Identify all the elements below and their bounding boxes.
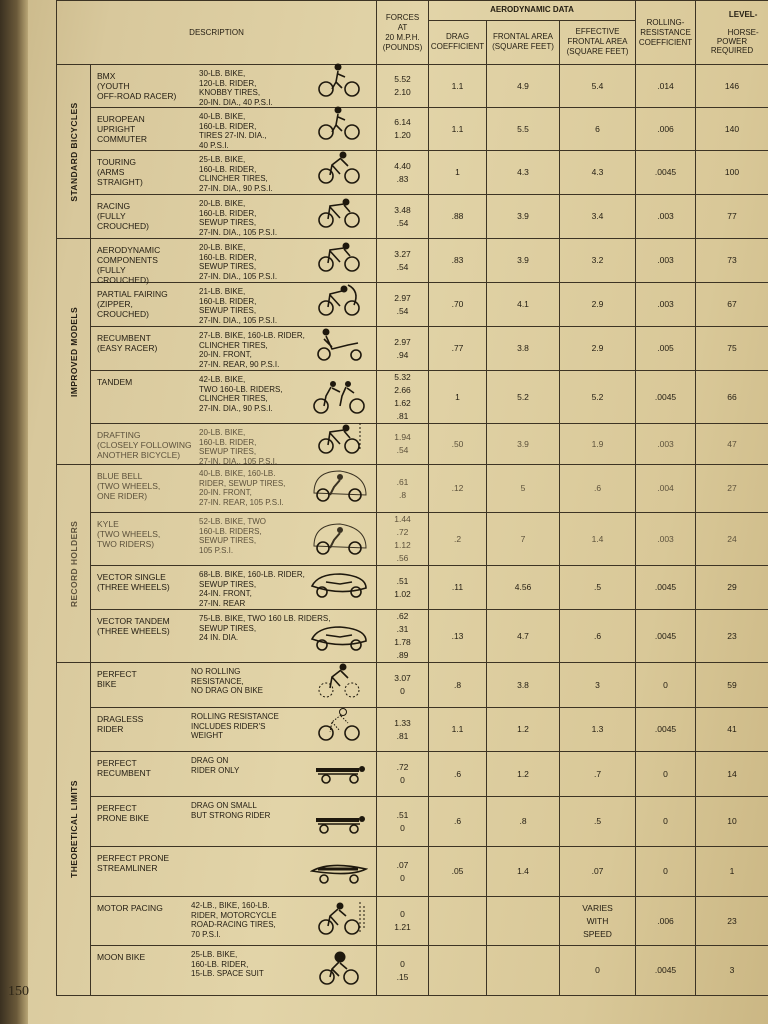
vehicle-specs: 21-LB. BIKE, 160-LB. RIDER, SEWUP TIRES, 27-IN. DIA., 105 P.S.I.: [199, 287, 278, 325]
row-group-text: STANDARD BICYCLES: [68, 101, 79, 202]
vehicle-name: KYLE (TWO WHEELS, TWO RIDERS): [97, 519, 161, 549]
table-row: [57, 708, 768, 752]
vehicle-name: DRAFTING (CLOSELY FOLLOWING ANOTHER BICYCLE): [97, 430, 192, 460]
frontal-area-value: 7: [487, 513, 560, 566]
aerodynamic-data-header: AERODYNAMIC DATA: [429, 1, 636, 21]
effective-frontal-area-value: 2.9: [560, 327, 636, 371]
vehicle-specs: 27-LB. BIKE, 160-LB. RIDER, CLINCHER TIRES, 20-IN. FRONT, 27-IN. REAR, 90 P.S.I.: [199, 331, 305, 369]
rolling-resistance-value: 0: [636, 797, 696, 847]
effective-frontal-area-value: .07: [560, 847, 636, 897]
frontal-area-value: 3.9: [487, 424, 560, 465]
description-header: DESCRIPTION: [57, 1, 377, 65]
effective-frontal-area-value: 6: [560, 108, 636, 151]
effective-frontal-area-value: 3: [560, 663, 636, 708]
horsepower-value: 100: [696, 151, 768, 195]
tandem-trike-icon: [310, 615, 368, 658]
frontal-area-value: 1.2: [487, 708, 560, 752]
frontal-area-value: 4.9: [487, 65, 560, 108]
lying-rider-icon: [310, 749, 368, 792]
table-row: [57, 108, 768, 151]
table-row: [57, 283, 768, 327]
tandem-streamliner-icon: [310, 518, 368, 561]
frontal-area-header: FRONTAL AREA (SQUARE FEET): [487, 20, 560, 64]
vehicle-specs: DRAG ON SMALL BUT STRONG RIDER: [191, 801, 271, 820]
frontal-area-value: 5.5: [487, 108, 560, 151]
rolling-resistance-value: .0045: [636, 708, 696, 752]
rolling-resistance-value: .006: [636, 897, 696, 946]
frontal-area-value: 1.4: [487, 847, 560, 897]
effective-frontal-area-value: .5: [560, 797, 636, 847]
effective-frontal-area-value: VARIES WITH SPEED: [560, 897, 636, 946]
vehicle-name: PARTIAL FAIRING (ZIPPER, CROUCHED): [97, 289, 168, 319]
vehicle-specs: NO ROLLING RESISTANCE, NO DRAG ON BIKE: [191, 667, 264, 695]
horsepower-value: 73: [696, 239, 768, 283]
frontal-area-value: 3.8: [487, 663, 560, 708]
level-label: LEVEL-: [728, 10, 758, 19]
rolling-resistance-value: .005: [636, 327, 696, 371]
forces-value: 3.27 .54: [377, 239, 429, 283]
forces-header: FORCES AT 20 M.P.H. (POUNDS): [377, 1, 429, 65]
row-group-label: [57, 465, 91, 663]
table-row: [57, 327, 768, 371]
description-cell: [91, 663, 377, 708]
rolling-resistance-value: .004: [636, 465, 696, 513]
description-cell: [91, 708, 377, 752]
horsepower-value: 23: [696, 897, 768, 946]
horsepower-value: 27: [696, 465, 768, 513]
upright-cyclist-icon: [310, 103, 368, 146]
drag-coefficient-value: .50: [429, 424, 487, 465]
description-cell: [91, 327, 377, 371]
drag-coefficient-value: 1.1: [429, 108, 487, 151]
rolling-resistance-value: .003: [636, 195, 696, 239]
table-row: [57, 65, 768, 108]
effective-frontal-area-value: 4.3: [560, 151, 636, 195]
upright-cyclist-icon: [310, 60, 368, 103]
drag-coefficient-value: .2: [429, 513, 487, 566]
forces-value: 5.32 2.66 1.62 .81: [377, 371, 429, 424]
table-row: [57, 610, 768, 663]
horsepower-label: HORSE- POWER REQUIRED: [710, 28, 759, 55]
vehicle-name: EUROPEAN UPRIGHT COMMUTER: [97, 114, 148, 144]
row-group-text: IMPROVED MODELS: [68, 306, 79, 397]
forces-value: .72 0: [377, 752, 429, 797]
horsepower-header: [696, 1, 768, 65]
description-cell: [91, 424, 377, 465]
vehicle-name: RACING (FULLY CROUCHED): [97, 201, 149, 231]
prone-streamliner-icon: [310, 849, 368, 892]
dragless-rider-icon: [310, 704, 368, 747]
astronaut-cyclist-icon: [310, 948, 368, 991]
vehicle-specs: DRAG ON RIDER ONLY: [191, 756, 240, 775]
table-row: [57, 195, 768, 239]
drag-coefficient-value: [429, 946, 487, 996]
horsepower-value: 23: [696, 610, 768, 663]
description-cell: [91, 151, 377, 195]
forces-value: 3.07 0: [377, 663, 429, 708]
frontal-area-value: .8: [487, 797, 560, 847]
vehicle-specs: 40-LB. BIKE, 160-LB. RIDER, TIRES 27-IN. DIA., 40 P.S.I.: [199, 112, 267, 150]
forces-value: .51 0: [377, 797, 429, 847]
horsepower-value: 47: [696, 424, 768, 465]
streamliner-icon: [310, 465, 368, 508]
vehicle-specs: 75-LB. BIKE, TWO 160 LB. RIDERS, SEWUP TIRES, 24 IN. DIA.: [199, 614, 331, 642]
horsepower-value: 3: [696, 946, 768, 996]
frontal-area-value: 3.9: [487, 195, 560, 239]
drag-coefficient-value: [429, 897, 487, 946]
motor-pacing-icon: [310, 898, 368, 941]
description-cell: [91, 195, 377, 239]
frontal-area-value: 5: [487, 465, 560, 513]
rolling-resistance-value: .006: [636, 108, 696, 151]
vehicle-name: AERODYNAMIC COMPONENTS (FULLY CROUCHED): [97, 245, 161, 285]
table-row: [57, 566, 768, 610]
table-row: [57, 847, 768, 897]
table-row: [57, 897, 768, 946]
horsepower-value: 41: [696, 708, 768, 752]
table-row: [57, 513, 768, 566]
effective-frontal-area-header: EFFECTIVE FRONTAL AREA (SQUARE FEET): [560, 20, 636, 64]
effective-frontal-area-value: .7: [560, 752, 636, 797]
rolling-resistance-value: .0045: [636, 610, 696, 663]
vehicle-name: PERFECT PRONE STREAMLINER: [97, 853, 170, 873]
rolling-resistance-value: .0045: [636, 151, 696, 195]
perfect-bike-icon: [310, 660, 368, 703]
vehicle-specs: 20-LB. BIKE, 160-LB. RIDER, SEWUP TIRES, 27-IN. DIA., 105 P.S.I.: [199, 243, 278, 281]
description-cell: [91, 797, 377, 847]
forces-value: .62 .31 1.78 .89: [377, 610, 429, 663]
table-row: [57, 946, 768, 996]
effective-frontal-area-value: 1.4: [560, 513, 636, 566]
page-number: 150: [8, 984, 29, 999]
recumbent-icon: [310, 323, 368, 366]
vehicle-name: RECUMBENT (EASY RACER): [97, 333, 158, 353]
description-cell: [91, 108, 377, 151]
horsepower-value: 67: [696, 283, 768, 327]
description-cell: [91, 371, 377, 424]
horsepower-value: 146: [696, 65, 768, 108]
horsepower-value: 29: [696, 566, 768, 610]
table-row: [57, 239, 768, 283]
vehicle-specs: 68-LB. BIKE, 160-LB. RIDER, SEWUP TIRES, 24-IN. FRONT, 27-IN. REAR: [199, 570, 305, 608]
description-cell: [91, 239, 377, 283]
description-cell: [91, 465, 377, 513]
rolling-resistance-value: 0: [636, 752, 696, 797]
rolling-resistance-value: .003: [636, 424, 696, 465]
forces-value: 6.14 1.20: [377, 108, 429, 151]
description-cell: [91, 65, 377, 108]
rolling-resistance-value: .0045: [636, 371, 696, 424]
description-cell: [91, 610, 377, 663]
forces-value: .51 1.02: [377, 566, 429, 610]
drag-coefficient-value: 1: [429, 371, 487, 424]
vehicle-specs: 42-LB. BIKE, TWO 160-LB. RIDERS, CLINCHER TIRES, 27-IN. DIA., 90 P.S.I.: [199, 375, 283, 413]
rolling-resistance-value: .003: [636, 239, 696, 283]
tandem-icon: [310, 376, 368, 419]
vehicle-name: PERFECT RECUMBENT: [97, 758, 151, 778]
effective-frontal-area-value: .6: [560, 610, 636, 663]
vehicle-name: PERFECT PRONE BIKE: [97, 803, 149, 823]
description-cell: [91, 566, 377, 610]
description-cell: [91, 897, 377, 946]
row-group-label: [57, 239, 91, 465]
drag-coefficient-value: .12: [429, 465, 487, 513]
forces-value: 3.48 .54: [377, 195, 429, 239]
table-row: [57, 797, 768, 847]
drag-coefficient-value: .8: [429, 663, 487, 708]
fairing-cyclist-icon: [310, 279, 368, 322]
vehicle-specs: 30-LB. BIKE, 120-LB. RIDER, KNOBBY TIRES, 20-IN. DIA., 40 P.S.I.: [199, 69, 273, 107]
rolling-resistance-value: .0045: [636, 566, 696, 610]
vehicle-specs: 52-LB. BIKE, TWO 160-LB. RIDERS, SEWUP TIRES, 105 P.S.I.: [199, 517, 266, 555]
frontal-area-value: 4.7: [487, 610, 560, 663]
frontal-area-value: 4.3: [487, 151, 560, 195]
frontal-area-value: 5.2: [487, 371, 560, 424]
table-row: [57, 752, 768, 797]
drafting-cyclist-icon: [310, 417, 368, 460]
crouched-cyclist-icon: [310, 191, 368, 234]
vehicle-specs: 25-LB. BIKE, 160-LB. RIDER, 15-LB. SPACE SUIT: [191, 950, 264, 978]
table-row: [57, 424, 768, 465]
vehicle-specs: 25-LB. BIKE, 160-LB. RIDER, CLINCHER TIRES, 27-IN. DIA., 90 P.S.I.: [199, 155, 273, 193]
description-cell: [91, 752, 377, 797]
row-group-label: [57, 65, 91, 239]
frontal-area-value: 3.8: [487, 327, 560, 371]
effective-frontal-area-value: 1.3: [560, 708, 636, 752]
effective-frontal-area-value: 3.2: [560, 239, 636, 283]
drag-coefficient-value: .88: [429, 195, 487, 239]
row-group-text: THEORETICAL LIMITS: [68, 780, 79, 878]
book-gutter: [0, 0, 28, 1024]
drag-coefficient-value: .70: [429, 283, 487, 327]
prone-rider-icon: [310, 799, 368, 842]
forces-value: .61 .8: [377, 465, 429, 513]
vehicle-name: VECTOR SINGLE (THREE WHEELS): [97, 572, 170, 592]
vehicle-name: DRAGLESS RIDER: [97, 714, 144, 734]
trike-streamliner-icon: [310, 562, 368, 605]
description-cell: [91, 513, 377, 566]
table-row: [57, 151, 768, 195]
horsepower-value: 24: [696, 513, 768, 566]
drag-coefficient-value: 1: [429, 151, 487, 195]
row-group-label: [57, 663, 91, 996]
drag-coefficient-value: .05: [429, 847, 487, 897]
vehicle-name: TOURING (ARMS STRAIGHT): [97, 157, 143, 187]
vehicle-name: MOTOR PACING: [97, 903, 163, 913]
drag-coefficient-value: .6: [429, 752, 487, 797]
drag-coefficient-value: .11: [429, 566, 487, 610]
horsepower-value: 140: [696, 108, 768, 151]
table-body: [57, 65, 768, 996]
row-group-text: RECORD HOLDERS: [68, 520, 79, 607]
drag-coefficient-value: .83: [429, 239, 487, 283]
forces-value: 5.52 2.10: [377, 65, 429, 108]
frontal-area-value: [487, 946, 560, 996]
rolling-resistance-value: .003: [636, 283, 696, 327]
horsepower-value: 59: [696, 663, 768, 708]
forces-value: 0 1.21: [377, 897, 429, 946]
effective-frontal-area-value: 3.4: [560, 195, 636, 239]
effective-frontal-area-value: 0: [560, 946, 636, 996]
vehicle-name: TANDEM: [97, 377, 133, 387]
effective-frontal-area-value: 5.2: [560, 371, 636, 424]
rolling-resistance-value: 0: [636, 663, 696, 708]
rolling-resistance-header: ROLLING- RESISTANCE COEFFICIENT: [636, 1, 696, 65]
frontal-area-value: [487, 897, 560, 946]
drag-coefficient-value: 1.1: [429, 65, 487, 108]
rolling-resistance-value: .0045: [636, 946, 696, 996]
description-cell: [91, 847, 377, 897]
frontal-area-value: 4.56: [487, 566, 560, 610]
drag-coefficient-value: .6: [429, 797, 487, 847]
vehicle-name: BMX (YOUTH OFF-ROAD RACER): [97, 71, 177, 101]
horsepower-value: 14: [696, 752, 768, 797]
forces-value: 0 .15: [377, 946, 429, 996]
drag-coefficient-value: .77: [429, 327, 487, 371]
drag-coefficient-value: 1.1: [429, 708, 487, 752]
frontal-area-value: 3.9: [487, 239, 560, 283]
vehicle-specs: 42-LB., BIKE, 160-LB. RIDER, MOTORCYCLE ROAD-RACING TIRES, 70 P.S.I.: [191, 901, 277, 939]
horsepower-value: 75: [696, 327, 768, 371]
horsepower-value: 77: [696, 195, 768, 239]
forces-value: 2.97 .94: [377, 327, 429, 371]
rolling-resistance-value: .014: [636, 65, 696, 108]
description-cell: [91, 946, 377, 996]
drag-coefficient-value: .13: [429, 610, 487, 663]
vehicle-specs: 20-LB. BIKE, 160-LB. RIDER, SEWUP TIRES, 27-IN. DIA., 105 P.S.I.: [199, 428, 278, 466]
rolling-resistance-value: 0: [636, 847, 696, 897]
forces-value: 1.94 .54: [377, 424, 429, 465]
description-cell: [91, 283, 377, 327]
bicycle-performance-table: [56, 0, 768, 996]
drag-coefficient-header: DRAG COEFFICIENT: [429, 20, 487, 64]
rolling-resistance-value: .003: [636, 513, 696, 566]
table-row: [57, 371, 768, 424]
vehicle-name: BLUE BELL (TWO WHEELS, ONE RIDER): [97, 471, 161, 501]
vehicle-name: PERFECT BIKE: [97, 669, 137, 689]
vehicle-specs: 20-LB. BIKE, 160-LB. RIDER, SEWUP TIRES, 27-IN. DIA., 105 P.S.I.: [199, 199, 278, 237]
forces-value: 1.33 .81: [377, 708, 429, 752]
horsepower-value: 1: [696, 847, 768, 897]
horsepower-value: 10: [696, 797, 768, 847]
effective-frontal-area-value: 2.9: [560, 283, 636, 327]
frontal-area-value: 1.2: [487, 752, 560, 797]
forces-value: 1.44 .72 1.12 .56: [377, 513, 429, 566]
effective-frontal-area-value: 1.9: [560, 424, 636, 465]
vehicle-name: VECTOR TANDEM (THREE WHEELS): [97, 616, 170, 636]
forces-value: .07 0: [377, 847, 429, 897]
table-row: [57, 465, 768, 513]
frontal-area-value: 4.1: [487, 283, 560, 327]
forces-value: 2.97 .54: [377, 283, 429, 327]
touring-cyclist-icon: [310, 147, 368, 190]
effective-frontal-area-value: .5: [560, 566, 636, 610]
table-row: [57, 663, 768, 708]
horsepower-value: 66: [696, 371, 768, 424]
vehicle-name: MOON BIKE: [97, 952, 146, 962]
effective-frontal-area-value: 5.4: [560, 65, 636, 108]
effective-frontal-area-value: .6: [560, 465, 636, 513]
vehicle-specs: ROLLING RESISTANCE INCLUDES RIDER'S WEIGHT: [191, 712, 279, 740]
crouched-cyclist-icon: [310, 235, 368, 278]
vehicle-specs: 40-LB. BIKE, 160-LB. RIDER, SEWUP TIRES, 20-IN. FRONT, 27-IN. REAR, 105 P.S.I.: [199, 469, 286, 507]
forces-value: 4.40 .83: [377, 151, 429, 195]
